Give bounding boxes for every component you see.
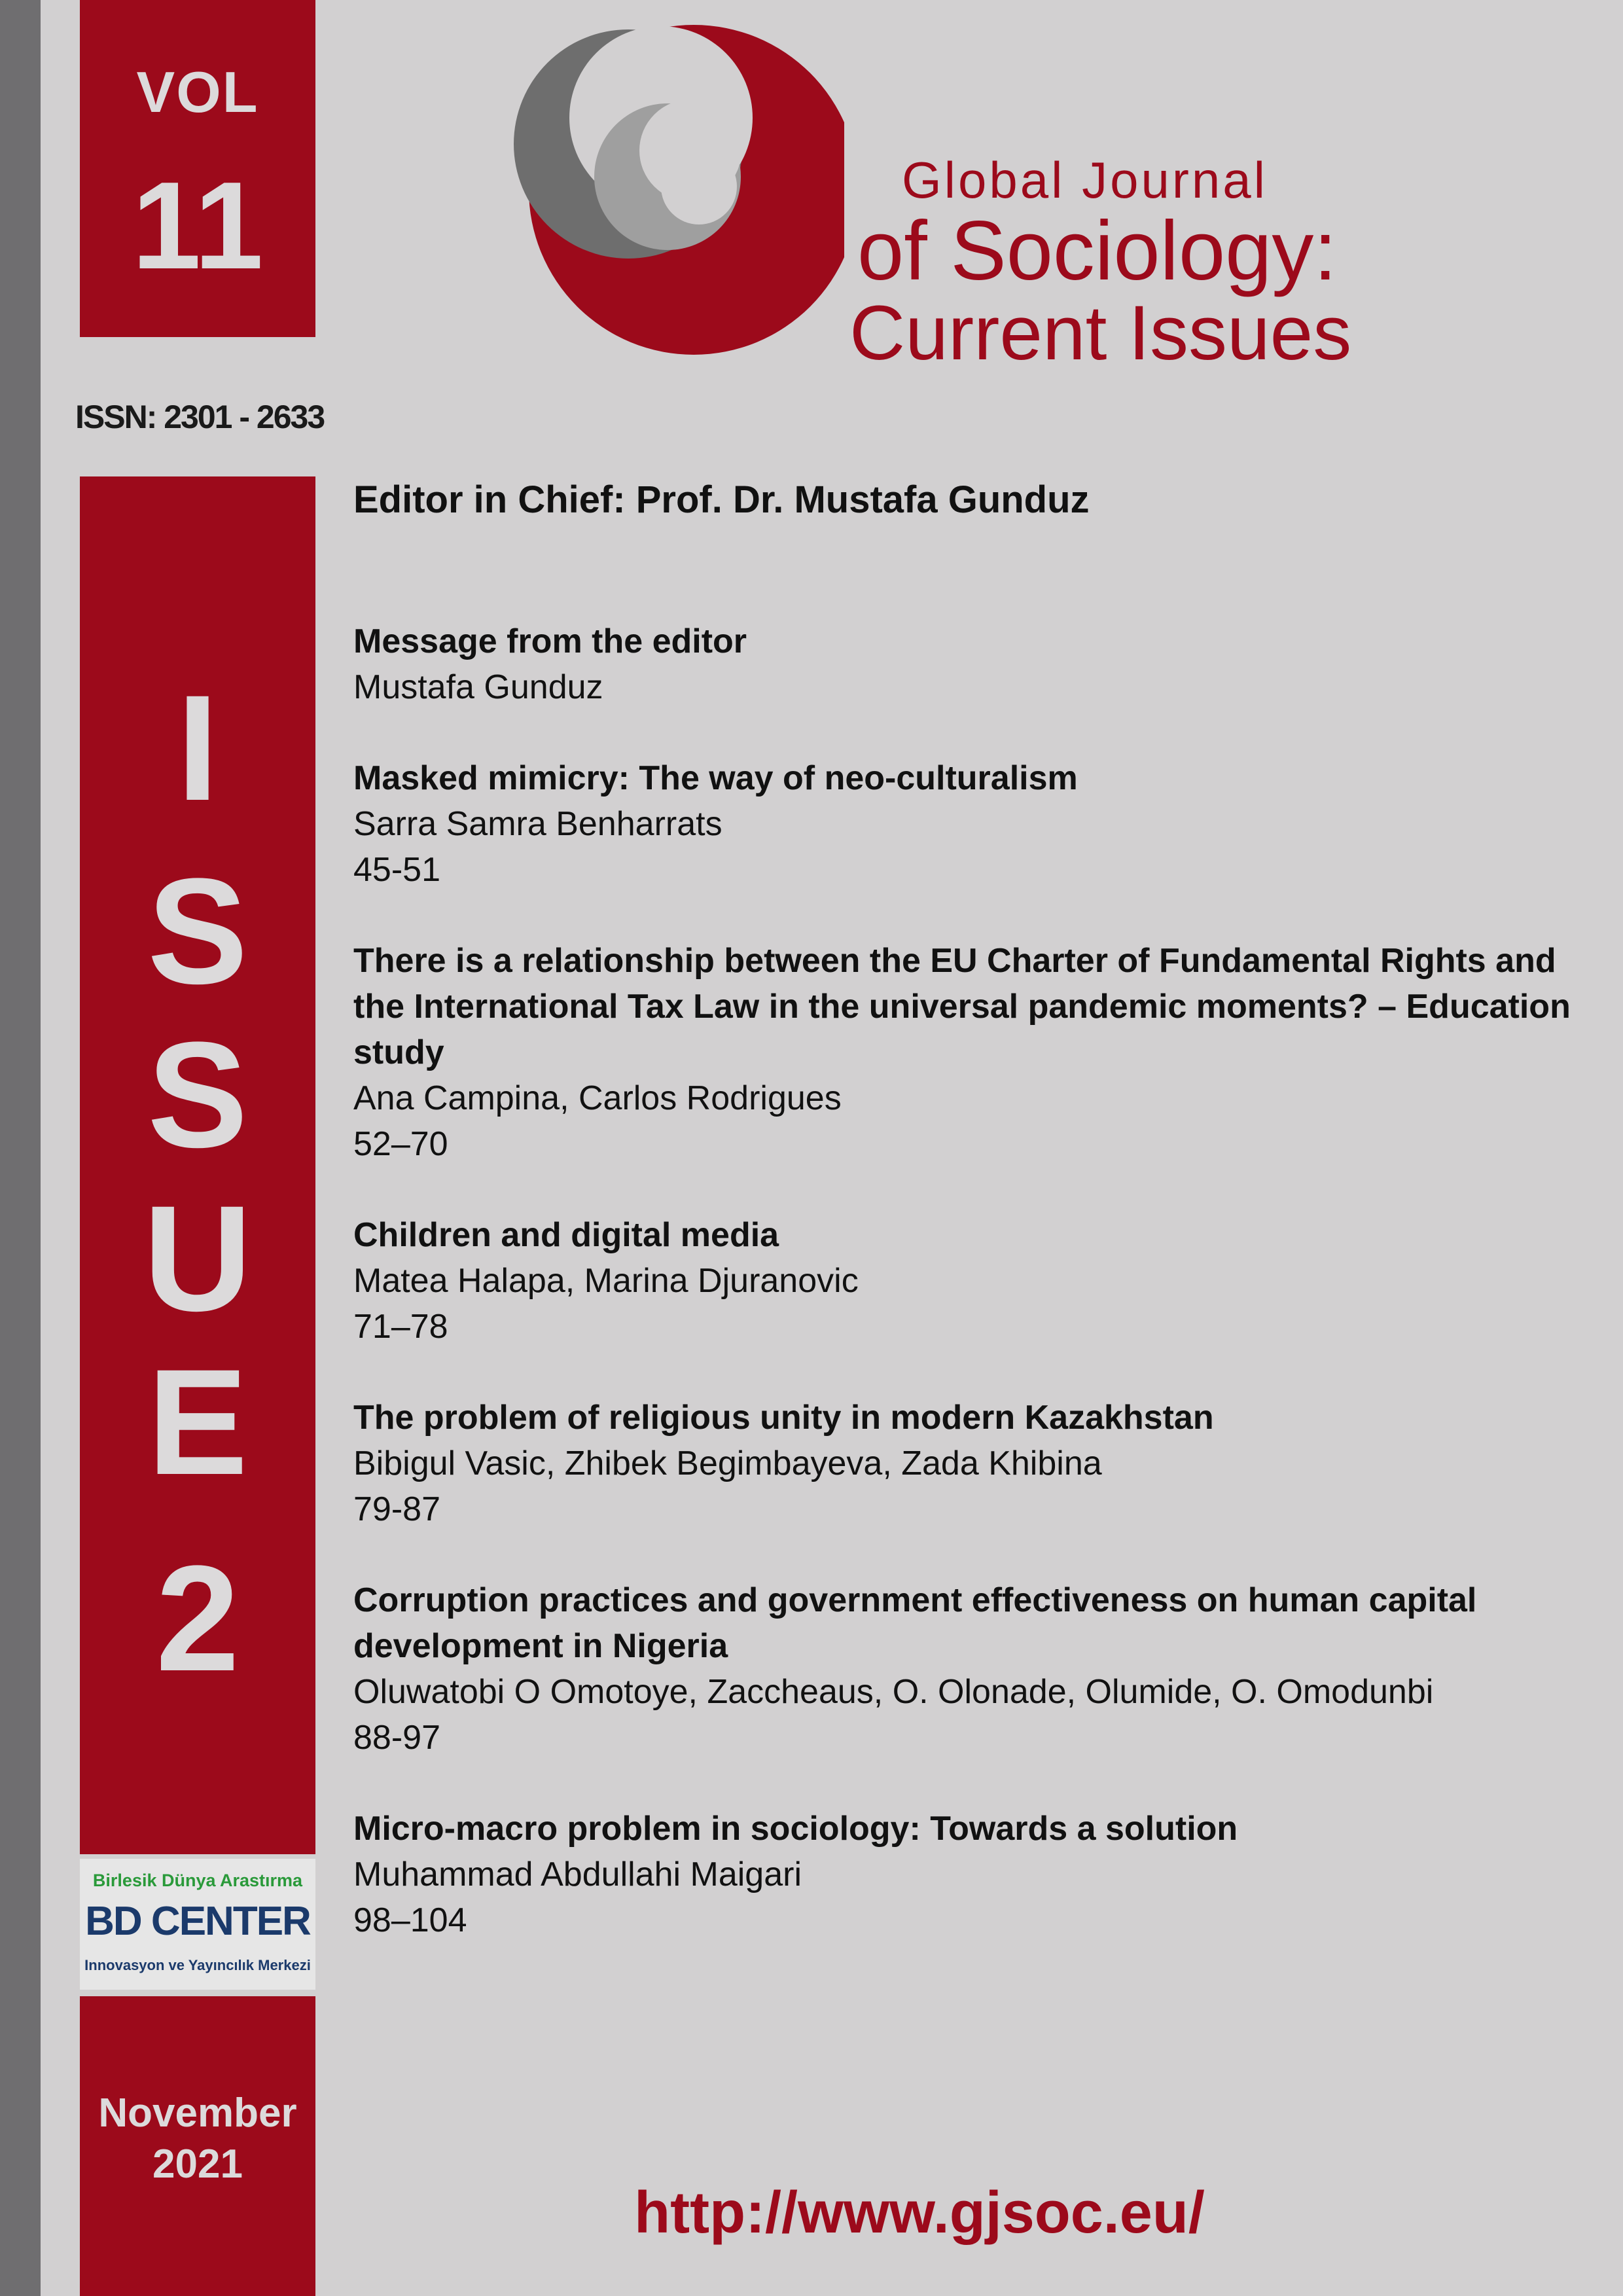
journal-url-link[interactable]: http://www.gjsoc.eu/ <box>634 2180 1205 2246</box>
article-item <box>353 938 1584 1167</box>
article-authors: Bibigul Vasic, Zhibek Begimbayeva, Zada Khibina <box>353 1444 1102 1482</box>
issue-number: 2 <box>156 1534 240 1702</box>
journal-title-line2: of Sociology: <box>857 204 1337 298</box>
article-authors: Oluwatobi O Omotoye, Zaccheaus, O. Olonade, Olumide, O. Omodunbi <box>353 1673 1434 1711</box>
issue-letter: E <box>147 1338 248 1506</box>
issn: ISSN: 2301 - 2633 <box>75 399 325 435</box>
article-pages: 71–78 <box>353 1308 448 1346</box>
article-authors: Sarra Samra Benharrats <box>353 805 722 843</box>
publisher-logo-main: BD CENTER <box>85 1899 310 1944</box>
article-pages: 98–104 <box>353 1901 467 1939</box>
issue-letter: I <box>177 664 219 832</box>
article-item <box>353 1806 1584 1943</box>
article-title: Micro-macro problem in sociology: Towards a solution <box>353 1810 1238 1848</box>
volume-number: 11 <box>132 156 264 295</box>
journal-logo-icon <box>504 20 844 360</box>
journal-title-line3: Current Issues <box>849 290 1352 376</box>
issue-letter: U <box>143 1174 253 1342</box>
issue-month: November <box>98 2090 297 2136</box>
publisher-logo-top: Birlesik Dünya Arastırma <box>92 1871 303 1890</box>
issue-letter: S <box>147 847 248 1015</box>
article-title: Masked mimicry: The way of neo-culturalism <box>353 759 1078 797</box>
article-authors: Mustafa Gunduz <box>353 668 603 706</box>
article-pages: 88-97 <box>353 1719 440 1757</box>
article-pages: 52–70 <box>353 1125 448 1163</box>
issue-block <box>80 476 315 1854</box>
table-of-contents <box>353 619 1584 1988</box>
article-title: Corruption practices and government effectiveness on human capital development in Nigeria <box>353 1581 1477 1665</box>
article-pages: 45-51 <box>353 851 440 889</box>
article-item <box>353 1212 1584 1350</box>
editor-in-chief: Editor in Chief: Prof. Dr. Mustafa Gunduz <box>353 478 1090 521</box>
article-item <box>353 1577 1584 1761</box>
article-title: The problem of religious unity in modern Kazakhstan <box>353 1399 1214 1437</box>
article-title: There is a relationship between the EU Charter of Fundamental Rights and the International Tax Law in the universal pandemic moments? – Education study <box>353 942 1571 1071</box>
article-authors: Ana Campina, Carlos Rodrigues <box>353 1079 842 1117</box>
article-title: Message from the editor <box>353 622 747 660</box>
publisher-logo <box>80 1859 315 1990</box>
article-item <box>353 619 1584 710</box>
volume-label: VOL <box>136 60 259 124</box>
article-title: Children and digital media <box>353 1216 779 1254</box>
article-item <box>353 1395 1584 1532</box>
issue-year: 2021 <box>152 2141 243 2187</box>
article-authors: Matea Halapa, Marina Djuranovic <box>353 1262 859 1300</box>
article-item <box>353 755 1584 893</box>
spine-dark-strip <box>0 0 41 2296</box>
date-block <box>80 1996 315 2296</box>
article-pages: 79-87 <box>353 1490 440 1528</box>
issue-letters <box>80 476 315 1854</box>
volume-block <box>80 0 315 337</box>
journal-title-line1: Global Journal <box>902 151 1268 209</box>
issue-letter: S <box>147 1011 248 1179</box>
publisher-logo-bottom: Innovasyon ve Yayıncılık Merkezi <box>84 1957 311 1973</box>
issue-date <box>80 2088 315 2189</box>
article-authors: Muhammad Abdullahi Maigari <box>353 1856 802 1893</box>
